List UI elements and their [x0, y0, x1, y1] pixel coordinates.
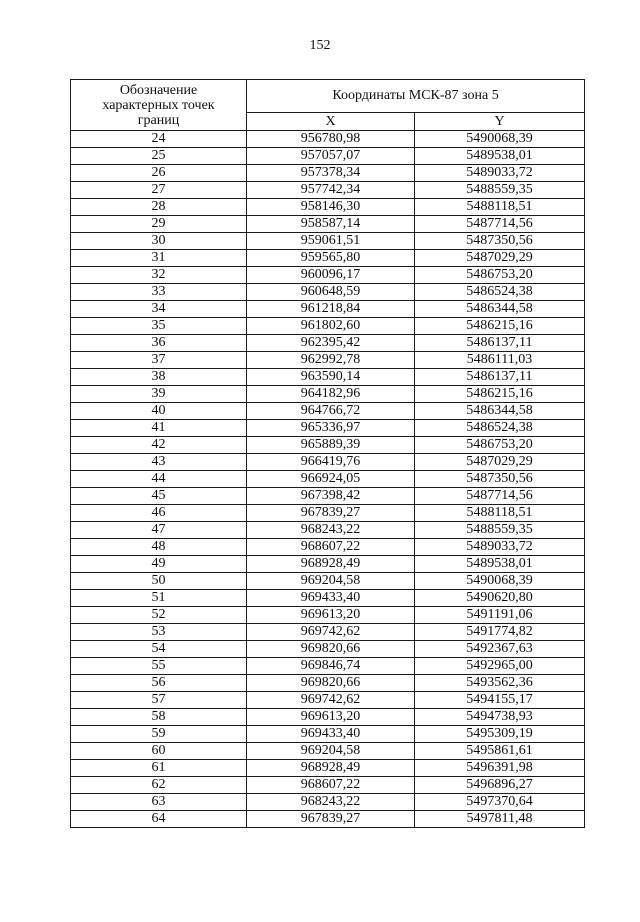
point-number-cell: 50 — [71, 573, 247, 590]
y-coordinate-cell: 5497811,48 — [415, 811, 585, 828]
x-coordinate-cell: 969613,20 — [247, 607, 415, 624]
point-number-cell: 24 — [71, 131, 247, 148]
point-header-line-1: Обозначение — [119, 82, 198, 98]
y-coordinate-cell: 5486215,16 — [415, 318, 585, 335]
point-number-cell: 54 — [71, 641, 247, 658]
table-row — [71, 692, 585, 709]
point-number-cell: 55 — [71, 658, 247, 675]
y-coordinate-cell: 5495861,61 — [415, 743, 585, 760]
table-header — [71, 80, 585, 131]
point-number-cell: 34 — [71, 301, 247, 318]
coordinates-table — [70, 79, 585, 828]
table-row — [71, 318, 585, 335]
table-row — [71, 539, 585, 556]
x-coordinate-cell: 957742,34 — [247, 182, 415, 199]
table-row — [71, 556, 585, 573]
point-number-cell: 25 — [71, 148, 247, 165]
table-row — [71, 454, 585, 471]
y-column-header: Y — [415, 113, 585, 131]
point-number-cell: 51 — [71, 590, 247, 607]
y-coordinate-cell: 5487350,56 — [415, 233, 585, 250]
table-row — [71, 760, 585, 777]
point-number-cell: 28 — [71, 199, 247, 216]
table-row — [71, 199, 585, 216]
table-row — [71, 624, 585, 641]
x-column-header: X — [247, 113, 415, 131]
table-row — [71, 250, 585, 267]
x-coordinate-cell: 967398,42 — [247, 488, 415, 505]
table-row — [71, 488, 585, 505]
x-coordinate-cell: 967839,27 — [247, 811, 415, 828]
table-row — [71, 641, 585, 658]
x-coordinate-cell: 969433,40 — [247, 590, 415, 607]
x-coordinate-cell: 956780,98 — [247, 131, 415, 148]
table-row — [71, 658, 585, 675]
x-coordinate-cell: 960648,59 — [247, 284, 415, 301]
x-coordinate-cell: 961802,60 — [247, 318, 415, 335]
x-coordinate-cell: 966924,05 — [247, 471, 415, 488]
table-row — [71, 794, 585, 811]
table-row — [71, 675, 585, 692]
y-coordinate-cell: 5488118,51 — [415, 199, 585, 216]
point-number-cell: 47 — [71, 522, 247, 539]
y-coordinate-cell: 5487029,29 — [415, 454, 585, 471]
x-coordinate-cell: 968243,22 — [247, 522, 415, 539]
point-number-cell: 35 — [71, 318, 247, 335]
table-row — [71, 590, 585, 607]
y-coordinate-cell: 5486753,20 — [415, 267, 585, 284]
point-number-cell: 33 — [71, 284, 247, 301]
y-coordinate-cell: 5495309,19 — [415, 726, 585, 743]
y-coordinate-cell: 5487714,56 — [415, 488, 585, 505]
point-number-cell: 32 — [71, 267, 247, 284]
x-coordinate-cell: 968607,22 — [247, 777, 415, 794]
y-coordinate-cell: 5487029,29 — [415, 250, 585, 267]
point-number-cell: 49 — [71, 556, 247, 573]
y-coordinate-cell: 5486524,38 — [415, 420, 585, 437]
x-coordinate-cell: 960096,17 — [247, 267, 415, 284]
y-coordinate-cell: 5489033,72 — [415, 539, 585, 556]
point-number-cell: 59 — [71, 726, 247, 743]
table-row — [71, 386, 585, 403]
table-row — [71, 607, 585, 624]
point-number-cell: 30 — [71, 233, 247, 250]
y-coordinate-cell: 5491774,82 — [415, 624, 585, 641]
table-row — [71, 743, 585, 760]
x-coordinate-cell: 959061,51 — [247, 233, 415, 250]
x-coordinate-cell: 969846,74 — [247, 658, 415, 675]
y-coordinate-cell: 5488118,51 — [415, 505, 585, 522]
x-coordinate-cell: 969820,66 — [247, 641, 415, 658]
point-number-cell: 62 — [71, 777, 247, 794]
point-number-cell: 48 — [71, 539, 247, 556]
x-coordinate-cell: 957057,07 — [247, 148, 415, 165]
table-row — [71, 403, 585, 420]
table-row — [71, 811, 585, 828]
point-number-cell: 41 — [71, 420, 247, 437]
table-row — [71, 420, 585, 437]
point-number-cell: 53 — [71, 624, 247, 641]
table-row — [71, 216, 585, 233]
y-coordinate-cell: 5497370,64 — [415, 794, 585, 811]
table-body — [71, 131, 585, 828]
x-coordinate-cell: 969433,40 — [247, 726, 415, 743]
point-number-cell: 38 — [71, 369, 247, 386]
point-number-cell: 60 — [71, 743, 247, 760]
point-number-cell: 57 — [71, 692, 247, 709]
y-coordinate-cell: 5488559,35 — [415, 182, 585, 199]
table-row — [71, 335, 585, 352]
y-coordinate-cell: 5486344,58 — [415, 301, 585, 318]
x-coordinate-cell: 958587,14 — [247, 216, 415, 233]
y-coordinate-cell: 5486137,11 — [415, 335, 585, 352]
x-coordinate-cell: 968607,22 — [247, 539, 415, 556]
y-coordinate-cell: 5487714,56 — [415, 216, 585, 233]
table-row — [71, 369, 585, 386]
table-row — [71, 437, 585, 454]
point-header-line-2: характерных точек — [102, 97, 215, 113]
x-coordinate-cell: 967839,27 — [247, 505, 415, 522]
table-row — [71, 573, 585, 590]
x-coordinate-cell: 965889,39 — [247, 437, 415, 454]
table-row — [71, 165, 585, 182]
table-row — [71, 777, 585, 794]
table-row — [71, 471, 585, 488]
y-coordinate-cell: 5486344,58 — [415, 403, 585, 420]
table-row — [71, 182, 585, 199]
x-coordinate-cell: 968928,49 — [247, 760, 415, 777]
table-row — [71, 267, 585, 284]
point-number-cell: 61 — [71, 760, 247, 777]
point-header-line-3: границ — [137, 112, 180, 128]
x-coordinate-cell: 962395,42 — [247, 335, 415, 352]
x-coordinate-cell: 968928,49 — [247, 556, 415, 573]
x-coordinate-cell: 965336,97 — [247, 420, 415, 437]
x-coordinate-cell: 964766,72 — [247, 403, 415, 420]
x-coordinate-cell: 958146,30 — [247, 199, 415, 216]
point-number-cell: 27 — [71, 182, 247, 199]
point-number-cell: 37 — [71, 352, 247, 369]
table-row — [71, 284, 585, 301]
point-number-cell: 64 — [71, 811, 247, 828]
table-row — [71, 233, 585, 250]
y-coordinate-cell: 5496391,98 — [415, 760, 585, 777]
y-coordinate-cell: 5490068,39 — [415, 131, 585, 148]
point-number-cell: 56 — [71, 675, 247, 692]
point-number-cell: 26 — [71, 165, 247, 182]
x-coordinate-cell: 969204,58 — [247, 573, 415, 590]
point-number-cell: 31 — [71, 250, 247, 267]
table-row — [71, 726, 585, 743]
x-coordinate-cell: 969742,62 — [247, 692, 415, 709]
point-number-cell: 39 — [71, 386, 247, 403]
table-row — [71, 522, 585, 539]
point-number-cell: 29 — [71, 216, 247, 233]
x-coordinate-cell: 968243,22 — [247, 794, 415, 811]
x-coordinate-cell: 961218,84 — [247, 301, 415, 318]
y-coordinate-cell: 5486524,38 — [415, 284, 585, 301]
table-row — [71, 709, 585, 726]
y-coordinate-cell: 5489538,01 — [415, 148, 585, 165]
y-coordinate-cell: 5493562,36 — [415, 675, 585, 692]
x-coordinate-cell: 966419,76 — [247, 454, 415, 471]
point-designation-header — [71, 80, 247, 131]
point-number-cell: 45 — [71, 488, 247, 505]
table-row — [71, 505, 585, 522]
x-coordinate-cell: 963590,14 — [247, 369, 415, 386]
y-coordinate-cell: 5490068,39 — [415, 573, 585, 590]
point-number-cell: 36 — [71, 335, 247, 352]
x-coordinate-cell: 959565,80 — [247, 250, 415, 267]
y-coordinate-cell: 5491191,06 — [415, 607, 585, 624]
y-coordinate-cell: 5489538,01 — [415, 556, 585, 573]
y-coordinate-cell: 5494155,17 — [415, 692, 585, 709]
x-coordinate-cell: 969820,66 — [247, 675, 415, 692]
y-coordinate-cell: 5486137,11 — [415, 369, 585, 386]
y-coordinate-cell: 5486215,16 — [415, 386, 585, 403]
y-coordinate-cell: 5492965,00 — [415, 658, 585, 675]
table-row — [71, 301, 585, 318]
y-coordinate-cell: 5487350,56 — [415, 471, 585, 488]
point-number-cell: 63 — [71, 794, 247, 811]
point-number-cell: 46 — [71, 505, 247, 522]
table-row — [71, 131, 585, 148]
y-coordinate-cell: 5486111,03 — [415, 352, 585, 369]
x-coordinate-cell: 962992,78 — [247, 352, 415, 369]
y-coordinate-cell: 5488559,35 — [415, 522, 585, 539]
point-number-cell: 58 — [71, 709, 247, 726]
point-number-cell: 42 — [71, 437, 247, 454]
x-coordinate-cell: 969742,62 — [247, 624, 415, 641]
point-number-cell: 44 — [71, 471, 247, 488]
point-number-cell: 43 — [71, 454, 247, 471]
x-coordinate-cell: 969613,20 — [247, 709, 415, 726]
table-row — [71, 148, 585, 165]
x-coordinate-cell: 969204,58 — [247, 743, 415, 760]
y-coordinate-cell: 5496896,27 — [415, 777, 585, 794]
page-number: 152 — [309, 38, 331, 53]
x-coordinate-cell: 964182,96 — [247, 386, 415, 403]
x-coordinate-cell: 957378,34 — [247, 165, 415, 182]
y-coordinate-cell: 5494738,93 — [415, 709, 585, 726]
y-coordinate-cell: 5492367,63 — [415, 641, 585, 658]
y-coordinate-cell: 5486753,20 — [415, 437, 585, 454]
point-number-cell: 52 — [71, 607, 247, 624]
point-number-cell: 40 — [71, 403, 247, 420]
y-coordinate-cell: 5490620,80 — [415, 590, 585, 607]
y-coordinate-cell: 5489033,72 — [415, 165, 585, 182]
table-row — [71, 352, 585, 369]
coordinates-header: Координаты МСК-87 зона 5 — [247, 80, 585, 113]
